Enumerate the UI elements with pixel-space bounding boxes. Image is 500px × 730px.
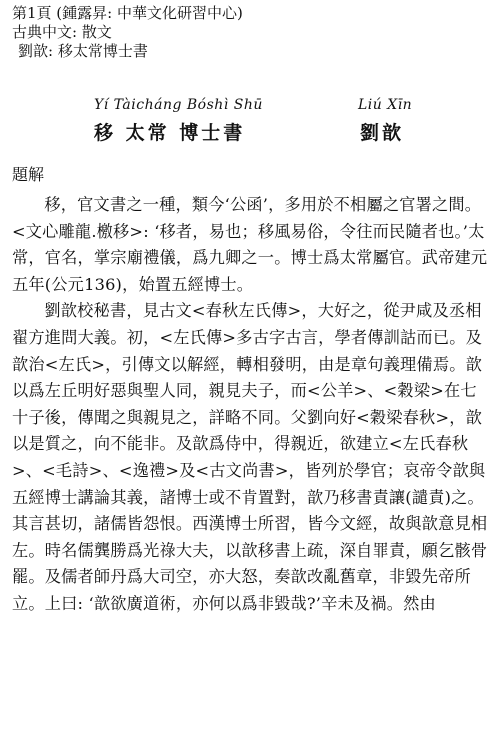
author-pinyin: Liú Xīn	[358, 97, 413, 113]
body-text	[12, 192, 490, 618]
section-heading: 題解	[12, 165, 45, 184]
title-hanzi: 移 太常 博士書	[94, 122, 246, 144]
header-page-source: 第1頁 (鍾露昇: 中華文化研習中心)	[12, 4, 243, 22]
paragraph-1: 移，官文書之一種，類今‘公函’，多用於不相屬之官署之間。<文心雕龍.檄移>: ‘移者，易也；移風易俗，令往而民隨者也。’太常，官名，掌宗廟禮儀，爲九卿之一。博士爲太常屬官。武帝建元五年(公元136)，始置五經博士。	[12, 195, 488, 294]
page-header	[12, 4, 243, 61]
title-pinyin: Yí Tàicháng Bóshì Shū	[94, 97, 263, 113]
author-hanzi: 劉歆	[360, 122, 405, 144]
header-category: 古典中文: 散文	[12, 23, 112, 41]
paragraph-2: 劉歆校秘書，見古文<春秋左氏傳>，大好之，從尹咸及丞相翟方進問大義。初，<左氏傳>多古字古言，學者傳訓詁而已。及歆治<左氏>，引傳文以解經，轉相發明，由是章句義理備焉。歆以爲左丘明好惡與聖人同，親見夫子，而<公羊>、<穀梁>在七十子後，傳聞之與親見之，詳略不同。父劉向好<穀梁春秋>，歆以是質之，向不能非。及歆爲侍中，得親近，欲建立<左氏春秋>、<毛詩>、<逸禮>及<古文尚書>，皆列於學官；哀帝令歆與五經博士講論其義，諸博士或不肯置對，歆乃移書責讓(譴責)之。其言甚切，諸儒皆怨恨。西漢博士所習，皆今文經，故與歆意見相左。時名儒龔勝爲光祿大夫，以歆移書上疏，深自罪責，願乞骸骨罷。及儒者師丹爲大司空，亦大怒，奏歆改亂舊章，非毀先帝所立。上曰: ‘歆欲廣道術，亦何以爲非毀哉?’辛未及禍。然由	[12, 301, 488, 613]
header-text-title: 劉歆: 移太常博士書	[18, 42, 148, 60]
